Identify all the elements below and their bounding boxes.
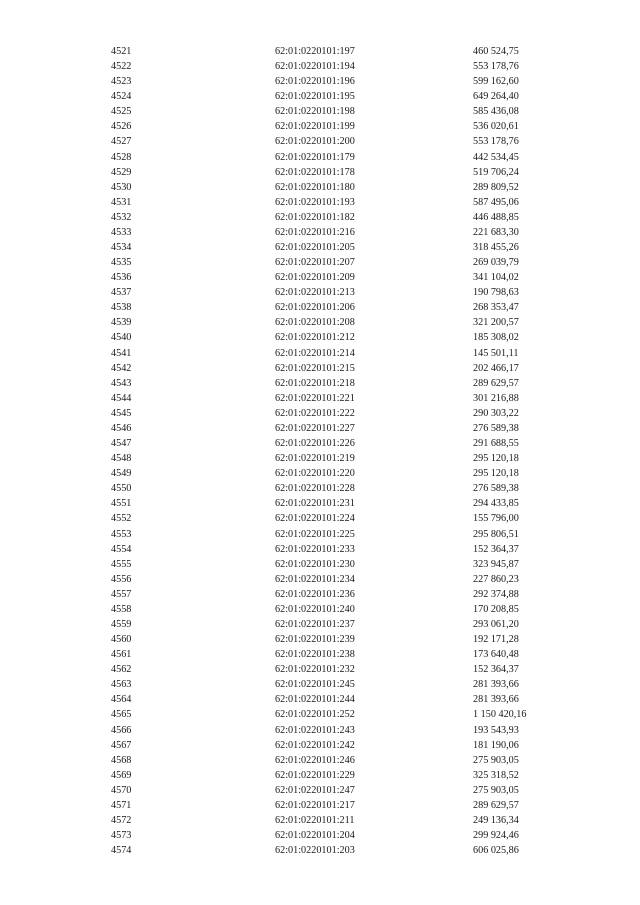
value-amount: 202 466,17 bbox=[473, 362, 519, 374]
value-amount: 281 393,66 bbox=[473, 694, 519, 706]
row-number: 4529 bbox=[111, 166, 132, 178]
value-amount: 299 924,46 bbox=[473, 830, 519, 842]
cadastral-number: 62:01:0220101:228 bbox=[275, 483, 355, 495]
value-amount: 295 120,18 bbox=[473, 453, 519, 465]
row-number: 4574 bbox=[111, 845, 132, 857]
value-amount: 318 455,26 bbox=[473, 242, 519, 254]
value-amount: 295 806,51 bbox=[473, 528, 519, 540]
table-row bbox=[0, 813, 640, 828]
value-amount: 536 020,61 bbox=[473, 121, 519, 133]
cadastral-number: 62:01:0220101:205 bbox=[275, 242, 355, 254]
row-number: 4548 bbox=[111, 453, 132, 465]
row-number: 4556 bbox=[111, 573, 132, 585]
row-number: 4542 bbox=[111, 362, 132, 374]
value-amount: 190 798,63 bbox=[473, 287, 519, 299]
cadastral-number: 62:01:0220101:243 bbox=[275, 724, 355, 736]
value-amount: 289 809,52 bbox=[473, 181, 519, 193]
value-amount: 152 364,37 bbox=[473, 543, 519, 555]
table-row bbox=[0, 195, 640, 210]
table-row bbox=[0, 542, 640, 557]
table-row bbox=[0, 692, 640, 707]
row-number: 4563 bbox=[111, 679, 132, 691]
table-row bbox=[0, 798, 640, 813]
table-row bbox=[0, 361, 640, 376]
cadastral-number: 62:01:0220101:232 bbox=[275, 664, 355, 676]
cadastral-number: 62:01:0220101:197 bbox=[275, 46, 355, 57]
row-number: 4527 bbox=[111, 136, 132, 148]
cadastral-number: 62:01:0220101:211 bbox=[275, 814, 355, 826]
cadastral-number: 62:01:0220101:212 bbox=[275, 332, 355, 344]
row-number: 4570 bbox=[111, 784, 132, 796]
table-row bbox=[0, 270, 640, 285]
row-number: 4535 bbox=[111, 257, 132, 269]
cadastral-number: 62:01:0220101:179 bbox=[275, 151, 355, 163]
table-row bbox=[0, 44, 640, 59]
table-row bbox=[0, 89, 640, 104]
table-row bbox=[0, 662, 640, 677]
row-number: 4546 bbox=[111, 422, 132, 434]
cadastral-number: 62:01:0220101:245 bbox=[275, 679, 355, 691]
row-number: 4525 bbox=[111, 106, 132, 118]
value-amount: 294 433,85 bbox=[473, 498, 519, 510]
table-row bbox=[0, 119, 640, 134]
row-number: 4545 bbox=[111, 407, 132, 419]
row-number: 4567 bbox=[111, 739, 132, 751]
cadastral-number: 62:01:0220101:217 bbox=[275, 799, 355, 811]
row-number: 4539 bbox=[111, 317, 132, 329]
cadastral-number: 62:01:0220101:221 bbox=[275, 392, 355, 404]
cadastral-number: 62:01:0220101:213 bbox=[275, 287, 355, 299]
value-amount: 290 303,22 bbox=[473, 407, 519, 419]
value-amount: 275 903,05 bbox=[473, 784, 519, 796]
value-amount: 587 495,06 bbox=[473, 196, 519, 208]
value-amount: 323 945,87 bbox=[473, 558, 519, 570]
cadastral-number: 62:01:0220101:230 bbox=[275, 558, 355, 570]
cadastral-number: 62:01:0220101:222 bbox=[275, 407, 355, 419]
cadastral-number: 62:01:0220101:234 bbox=[275, 573, 355, 585]
value-amount: 606 025,86 bbox=[473, 845, 519, 857]
value-amount: 170 208,85 bbox=[473, 603, 519, 615]
cadastral-number: 62:01:0220101:242 bbox=[275, 739, 355, 751]
row-number: 4551 bbox=[111, 498, 132, 510]
row-number: 4536 bbox=[111, 272, 132, 284]
value-amount: 193 543,93 bbox=[473, 724, 519, 736]
row-number: 4543 bbox=[111, 377, 132, 389]
cadastral-number: 62:01:0220101:180 bbox=[275, 181, 355, 193]
cadastral-number: 62:01:0220101:236 bbox=[275, 588, 355, 600]
value-amount: 321 200,57 bbox=[473, 317, 519, 329]
table-row bbox=[0, 59, 640, 74]
cadastral-number: 62:01:0220101:244 bbox=[275, 694, 355, 706]
value-amount: 173 640,48 bbox=[473, 649, 519, 661]
cadastral-number: 62:01:0220101:218 bbox=[275, 377, 355, 389]
table-row bbox=[0, 104, 640, 119]
table-row bbox=[0, 315, 640, 330]
row-number: 4526 bbox=[111, 121, 132, 133]
table-row bbox=[0, 647, 640, 662]
table-row bbox=[0, 753, 640, 768]
table-row bbox=[0, 632, 640, 647]
cadastral-number: 62:01:0220101:198 bbox=[275, 106, 355, 118]
table-row bbox=[0, 330, 640, 345]
row-number: 4558 bbox=[111, 603, 132, 615]
table-row bbox=[0, 677, 640, 692]
cadastral-number: 62:01:0220101:252 bbox=[275, 709, 355, 721]
cadastral-number: 62:01:0220101:220 bbox=[275, 468, 355, 480]
cadastral-number: 62:01:0220101:194 bbox=[275, 61, 355, 73]
table-row bbox=[0, 300, 640, 315]
cadastral-number: 62:01:0220101:196 bbox=[275, 76, 355, 88]
row-number: 4560 bbox=[111, 634, 132, 646]
value-amount: 249 136,34 bbox=[473, 814, 519, 826]
row-number: 4530 bbox=[111, 181, 132, 193]
table-row bbox=[0, 783, 640, 798]
row-number: 4534 bbox=[111, 242, 132, 254]
row-number: 4547 bbox=[111, 438, 132, 450]
row-number: 4569 bbox=[111, 769, 132, 781]
value-amount: 553 178,76 bbox=[473, 61, 519, 73]
cadastral-number: 62:01:0220101:224 bbox=[275, 513, 355, 525]
table-row bbox=[0, 406, 640, 421]
cadastral-number: 62:01:0220101:246 bbox=[275, 754, 355, 766]
table-row bbox=[0, 466, 640, 481]
table-row bbox=[0, 828, 640, 843]
row-number: 4532 bbox=[111, 211, 132, 223]
cadastral-number: 62:01:0220101:219 bbox=[275, 453, 355, 465]
table-row bbox=[0, 225, 640, 240]
table-row bbox=[0, 436, 640, 451]
table-row bbox=[0, 496, 640, 511]
row-number: 4565 bbox=[111, 709, 132, 721]
value-amount: 291 688,55 bbox=[473, 438, 519, 450]
cadastral-number: 62:01:0220101:247 bbox=[275, 784, 355, 796]
cadastral-number: 62:01:0220101:200 bbox=[275, 136, 355, 148]
table-row bbox=[0, 707, 640, 722]
cadastral-number: 62:01:0220101:229 bbox=[275, 769, 355, 781]
cadastral-number: 62:01:0220101:207 bbox=[275, 257, 355, 269]
cadastral-number: 62:01:0220101:204 bbox=[275, 830, 355, 842]
row-number: 4553 bbox=[111, 528, 132, 540]
value-amount: 221 683,30 bbox=[473, 226, 519, 238]
row-number: 4561 bbox=[111, 649, 132, 661]
cadastral-number: 62:01:0220101:225 bbox=[275, 528, 355, 540]
cadastral-number: 62:01:0220101:227 bbox=[275, 422, 355, 434]
value-amount: 155 796,00 bbox=[473, 513, 519, 525]
row-number: 4557 bbox=[111, 588, 132, 600]
value-amount: 276 589,38 bbox=[473, 483, 519, 495]
table-row bbox=[0, 134, 640, 149]
value-amount: 275 903,05 bbox=[473, 754, 519, 766]
value-amount: 281 393,66 bbox=[473, 679, 519, 691]
row-number: 4555 bbox=[111, 558, 132, 570]
table-row bbox=[0, 511, 640, 526]
row-number: 4531 bbox=[111, 196, 132, 208]
value-amount: 585 436,08 bbox=[473, 106, 519, 118]
row-number: 4521 bbox=[111, 46, 132, 57]
table-row bbox=[0, 240, 640, 255]
value-amount: 325 318,52 bbox=[473, 769, 519, 781]
table-row bbox=[0, 572, 640, 587]
value-amount: 341 104,02 bbox=[473, 272, 519, 284]
value-amount: 192 171,28 bbox=[473, 634, 519, 646]
value-amount: 295 120,18 bbox=[473, 468, 519, 480]
cadastral-number: 62:01:0220101:231 bbox=[275, 498, 355, 510]
table-row bbox=[0, 346, 640, 361]
cadastral-number: 62:01:0220101:209 bbox=[275, 272, 355, 284]
cadastral-number: 62:01:0220101:215 bbox=[275, 362, 355, 374]
value-amount: 145 501,11 bbox=[473, 347, 519, 359]
row-number: 4566 bbox=[111, 724, 132, 736]
row-number: 4523 bbox=[111, 76, 132, 88]
cadastral-number: 62:01:0220101:226 bbox=[275, 438, 355, 450]
table-row bbox=[0, 376, 640, 391]
value-amount: 446 488,85 bbox=[473, 211, 519, 223]
row-number: 4540 bbox=[111, 332, 132, 344]
value-amount: 276 589,38 bbox=[473, 422, 519, 434]
cadastral-number: 62:01:0220101:203 bbox=[275, 845, 355, 857]
row-number: 4571 bbox=[111, 799, 132, 811]
cadastral-number: 62:01:0220101:208 bbox=[275, 317, 355, 329]
table-row bbox=[0, 451, 640, 466]
table-row bbox=[0, 602, 640, 617]
value-amount: 269 039,79 bbox=[473, 257, 519, 269]
table-row bbox=[0, 617, 640, 632]
row-number: 4564 bbox=[111, 694, 132, 706]
value-amount: 289 629,57 bbox=[473, 377, 519, 389]
row-number: 4538 bbox=[111, 302, 132, 314]
cadastral-number: 62:01:0220101:239 bbox=[275, 634, 355, 646]
cadastral-number: 62:01:0220101:240 bbox=[275, 603, 355, 615]
table-row bbox=[0, 285, 640, 300]
table-row bbox=[0, 74, 640, 89]
document-table bbox=[0, 44, 640, 858]
value-amount: 599 162,60 bbox=[473, 76, 519, 88]
row-number: 4550 bbox=[111, 483, 132, 495]
value-amount: 185 308,02 bbox=[473, 332, 519, 344]
table-row bbox=[0, 557, 640, 572]
cadastral-number: 62:01:0220101:237 bbox=[275, 618, 355, 630]
row-number: 4568 bbox=[111, 754, 132, 766]
value-amount: 181 190,06 bbox=[473, 739, 519, 751]
table-row bbox=[0, 165, 640, 180]
cadastral-number: 62:01:0220101:214 bbox=[275, 347, 355, 359]
table-row bbox=[0, 527, 640, 542]
table-row bbox=[0, 768, 640, 783]
row-number: 4537 bbox=[111, 287, 132, 299]
row-number: 4544 bbox=[111, 392, 132, 404]
cadastral-number: 62:01:0220101:233 bbox=[275, 543, 355, 555]
value-amount: 292 374,88 bbox=[473, 588, 519, 600]
table-row bbox=[0, 180, 640, 195]
table-row bbox=[0, 481, 640, 496]
cadastral-number: 62:01:0220101:178 bbox=[275, 166, 355, 178]
cadastral-number: 62:01:0220101:199 bbox=[275, 121, 355, 133]
value-amount: 460 524,75 bbox=[473, 46, 519, 57]
row-number: 4554 bbox=[111, 543, 132, 555]
table-row bbox=[0, 843, 640, 858]
row-number: 4549 bbox=[111, 468, 132, 480]
row-number: 4559 bbox=[111, 618, 132, 630]
cadastral-number: 62:01:0220101:206 bbox=[275, 302, 355, 314]
value-amount: 152 364,37 bbox=[473, 664, 519, 676]
table-row bbox=[0, 723, 640, 738]
cadastral-number: 62:01:0220101:182 bbox=[275, 211, 355, 223]
table-row bbox=[0, 255, 640, 270]
cadastral-number: 62:01:0220101:195 bbox=[275, 91, 355, 103]
table-row bbox=[0, 738, 640, 753]
row-number: 4541 bbox=[111, 347, 132, 359]
value-amount: 301 216,88 bbox=[473, 392, 519, 404]
value-amount: 442 534,45 bbox=[473, 151, 519, 163]
table-row bbox=[0, 391, 640, 406]
table-row bbox=[0, 587, 640, 602]
table-row bbox=[0, 421, 640, 436]
cadastral-number: 62:01:0220101:216 bbox=[275, 226, 355, 238]
value-amount: 227 860,23 bbox=[473, 573, 519, 585]
value-amount: 268 353,47 bbox=[473, 302, 519, 314]
cadastral-number: 62:01:0220101:193 bbox=[275, 196, 355, 208]
row-number: 4522 bbox=[111, 61, 132, 73]
row-number: 4524 bbox=[111, 91, 132, 103]
value-amount: 289 629,57 bbox=[473, 799, 519, 811]
value-amount: 553 178,76 bbox=[473, 136, 519, 148]
value-amount: 519 706,24 bbox=[473, 166, 519, 178]
value-amount: 649 264,40 bbox=[473, 91, 519, 103]
row-number: 4562 bbox=[111, 664, 132, 676]
table-row bbox=[0, 150, 640, 165]
row-number: 4533 bbox=[111, 226, 132, 238]
row-number: 4572 bbox=[111, 814, 132, 826]
value-amount: 293 061,20 bbox=[473, 618, 519, 630]
row-number: 4528 bbox=[111, 151, 132, 163]
row-number: 4552 bbox=[111, 513, 132, 525]
value-amount: 1 150 420,16 bbox=[473, 709, 527, 721]
row-number: 4573 bbox=[111, 830, 132, 842]
table-row bbox=[0, 210, 640, 225]
cadastral-number: 62:01:0220101:238 bbox=[275, 649, 355, 661]
